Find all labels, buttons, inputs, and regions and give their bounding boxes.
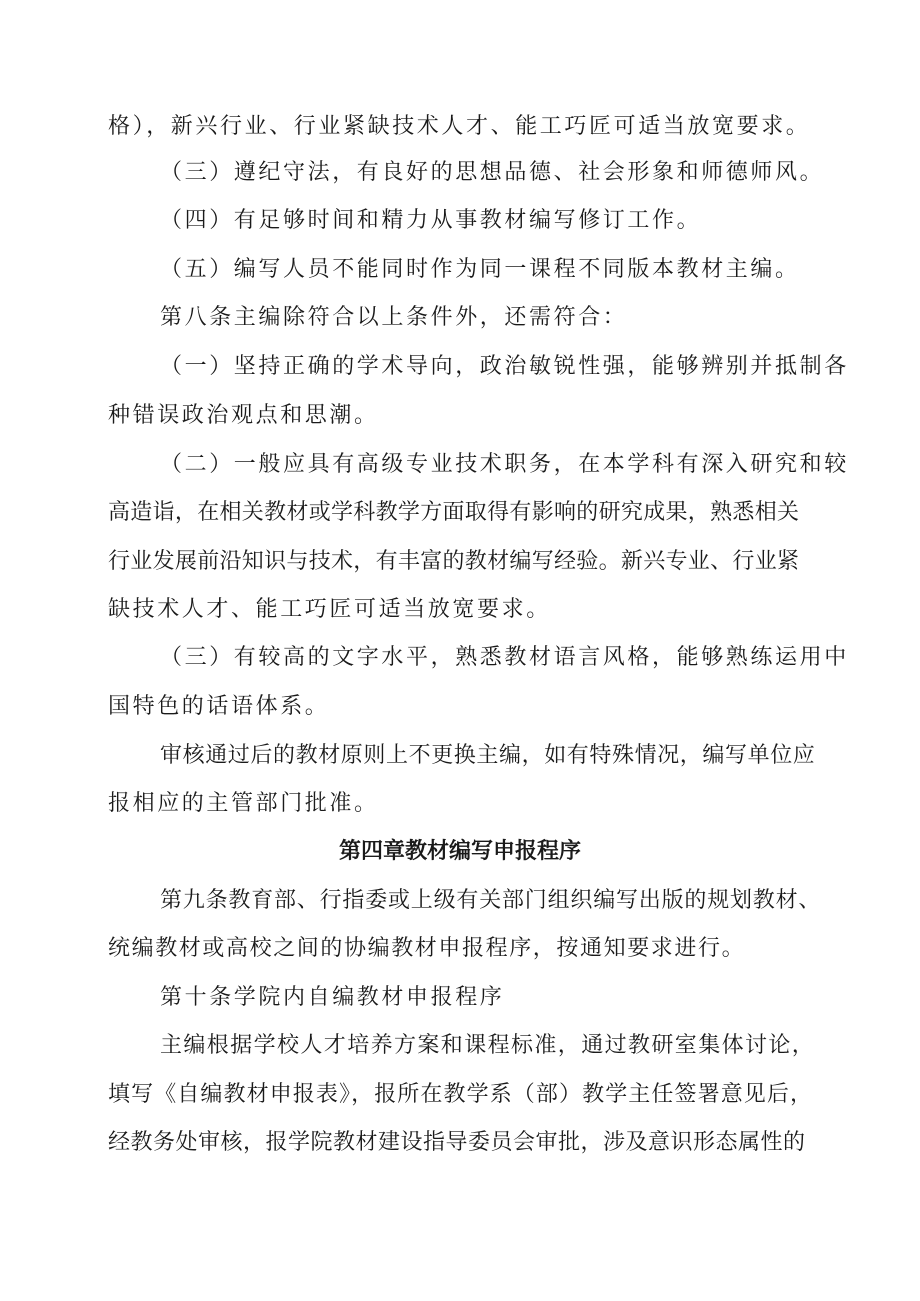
text-line: （三）遵纪守法，有良好的思想品德、社会形象和师德师风。 [160,160,825,185]
text-line: 行业发展前沿知识与技术，有丰富的教材编写经验。新兴专业、行业紧 [108,549,800,574]
chapter-heading: 第四章教材编写申报程序 [338,839,581,864]
text-line: 第八条主编除符合以上条件外，还需符合： [160,305,628,330]
text-line: （一）坚持正确的学术导向，政治敏锐性强，能够辨别并抵制各 [160,354,849,379]
text-line: 种错误政治观点和思潮。 [108,403,379,428]
text-line: 填写《自编教材申报表》，报所在教学系（部）教学主任签署意见后， [108,1082,814,1107]
text-line: 统编教材或高校之间的协编教材申报程序，按通知要求进行。 [108,936,746,961]
text-line: 审核通过后的教材原则上不更换主编，如有特殊情况，编写单位应 [160,743,816,768]
text-line: 缺技术人才、能工巧匠可适当放宽要求。 [108,597,551,622]
text-line: 第十条学院内自编教材申报程序 [160,985,505,1010]
text-line: 高造诣，在相关教材或学科教学方面取得有影响的研究成果，熟悉相关 [108,500,800,525]
text-line: （四）有足够时间和精力从事教材编写修订工作。 [160,208,702,233]
text-line: 报相应的主管部门批准。 [108,791,379,816]
text-line: （二）一般应具有高级专业技术职务，在本学科有深入研究和较 [160,452,849,477]
text-line: 经教务处审核，报学院教材建设指导委员会审批，涉及意识形态属性的 [108,1130,806,1155]
text-line: （三）有较高的文字水平，熟悉教材语言风格，能够熟练运用中 [160,645,849,670]
text-line: 主编根据学校人才培养方案和课程标准，通过教研室集体讨论， [160,1033,816,1058]
text-line: 第九条教育部、行指委或上级有关部门组织编写出版的规划教材、 [160,888,822,913]
text-line: 国特色的话语体系。 [108,694,330,719]
text-line: （五）编写人员不能同时作为同一课程不同版本教材主编。 [160,257,800,282]
text-line: 格），新兴行业、行业紧缺技术人才、能工巧匠可适当放宽要求。 [108,114,811,139]
